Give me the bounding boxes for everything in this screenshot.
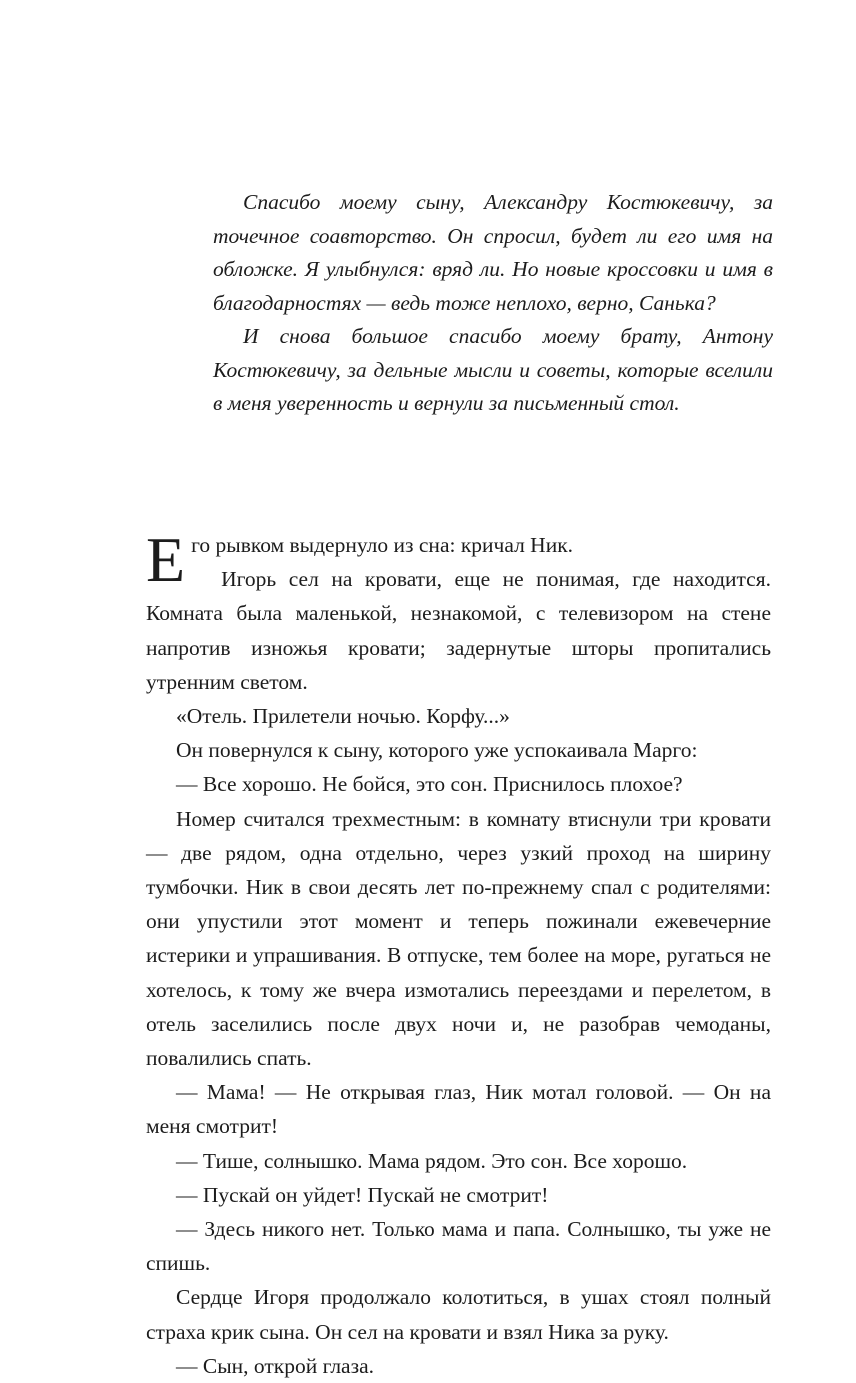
opening-paragraph bbox=[146, 524, 771, 595]
paragraph: — Здесь никого нет. Только мама и папа. Солнышко, ты уже не спишь. bbox=[146, 1217, 771, 1276]
paragraph: — Мама! — Не открывая глаз, Ник мотал головой. — Он на меня смотрит! bbox=[146, 1080, 771, 1139]
paragraph: Игорь сел на кровати, еще не понимая, где находится. Комната была маленькой, незнакомой, с телевизором на стене напротив изножья кровати; задернутые шторы пропитались утренним светом. bbox=[146, 567, 771, 694]
drop-cap: Е bbox=[146, 524, 186, 595]
dedication-paragraph-2: И снова большое спасибо моему брату, Антону Костюкевичу, за дельные мысли и советы, которые вселили в меня уверенность и вернули за письменный стол. bbox=[213, 324, 773, 415]
paragraph: — Все хорошо. Не бойся, это сон. Приснилось плохое? bbox=[176, 772, 683, 797]
paragraph: Номер считался трехместным: в комнату втиснули три кровати — две рядом, одна отдельно, через узкий проход на ширину тумбочки. Ник в свои десять лет по-прежнему спал с родителями: они упустили этот момент и теперь пожинали ежевечерние истерики и упрашивания. В отпуске, тем более на море, ругаться не хотелось, к тому же вчера измотались переездами и перелетом, в отель заселились после двух ночи и, не разобрав чемоданы, повалились спать. bbox=[146, 806, 771, 1071]
chapter-text bbox=[146, 524, 771, 1383]
paragraph: — Тише, солнышко. Мама рядом. Это сон. Все хорошо. bbox=[176, 1148, 688, 1173]
opening-line: го рывком выдернуло из сна: кричал Ник. bbox=[191, 533, 574, 557]
dedication bbox=[213, 186, 773, 421]
paragraph: Сердце Игоря продолжало колотиться, в ушах стоял полный страха крик сына. Он сел на кровати и взял Ника за руку. bbox=[146, 1285, 771, 1344]
paragraph: — Сын, открой глаза. bbox=[176, 1353, 375, 1378]
paragraph: — Пускай он уйдет! Пускай не смотрит! bbox=[176, 1182, 549, 1207]
paragraph: Он повернулся к сыну, которого уже успокаивала Марго: bbox=[176, 738, 698, 763]
dedication-paragraph-1: Спасибо моему сыну, Александру Костюкевичу, за точечное соавторство. Он спросил, будет ли его имя на обложке. Я улыбнулся: вряд ли. Но новые кроссовки и имя в благодарностях — ведь тоже неплохо, верно, Санька? bbox=[213, 190, 773, 315]
paragraph: «Отель. Прилетели ночью. Корфу...» bbox=[176, 704, 510, 729]
